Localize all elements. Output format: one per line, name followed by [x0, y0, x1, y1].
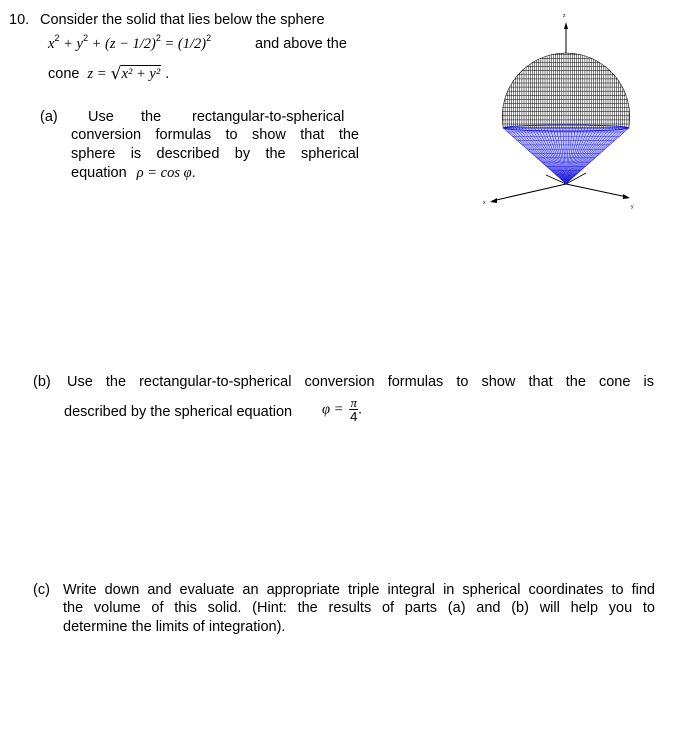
part-c-line-2: the volume of this solid. (Hint: the results of parts (a) and (b) will help you to [63, 600, 655, 616]
phi-equation: φ = $\frac{\pi}{4}$ . [322, 395, 363, 424]
sqrt-sign: √ x² + y² [110, 64, 161, 84]
part-c-label: (c) [33, 582, 50, 598]
part-a-line-2: conversion formulas to show that the [71, 127, 359, 143]
cone-wireframe [498, 128, 634, 184]
x-axis-arrow [490, 198, 497, 203]
part-c-line-3: determine the limits of integration). [63, 619, 286, 635]
part-a-word-3: rectangular-to-spherical [192, 109, 345, 125]
problem-intro: Consider the solid that lies below the sphere [40, 12, 325, 28]
part-a-line-3: sphere is described by the spherical [71, 146, 359, 162]
y-axis-label: y [631, 204, 634, 210]
z-axis-arrow [564, 22, 568, 29]
problem-number: 10. [9, 12, 30, 28]
x-axis [492, 184, 566, 201]
part-c-line-1: Write down and evaluate an appropriate triple integral in spherical coordinates to find [63, 582, 655, 598]
part-a-label: (a) [40, 109, 58, 125]
part-b-label: (b) [33, 374, 51, 390]
part-a-word-1: Use [88, 109, 114, 125]
sphere-cone-figure [478, 8, 638, 213]
y-axis [566, 184, 627, 197]
x-axis-label: x [483, 200, 486, 206]
part-b-line-2: described by the spherical equation [64, 404, 293, 420]
part-a-word-2: the [141, 109, 162, 125]
part-b-line-1: Use the rectangular-to-spherical conversion formulas to show that the cone is [67, 374, 654, 390]
y-axis-arrow [623, 194, 630, 199]
pi-over-four: $\frac{\pi}{4}$ [350, 395, 358, 424]
part-a-line-4: equation ρ = cos φ. [71, 165, 196, 181]
and-above-text: and above the [255, 36, 347, 52]
sphere-equation: $x^2 + y^2 + (z - 1/2)^2 = (1/2)^2$ [48, 33, 212, 52]
cone-equation: cone z = √ x² + y² . [48, 64, 170, 84]
z-axis-label: z [563, 13, 566, 19]
